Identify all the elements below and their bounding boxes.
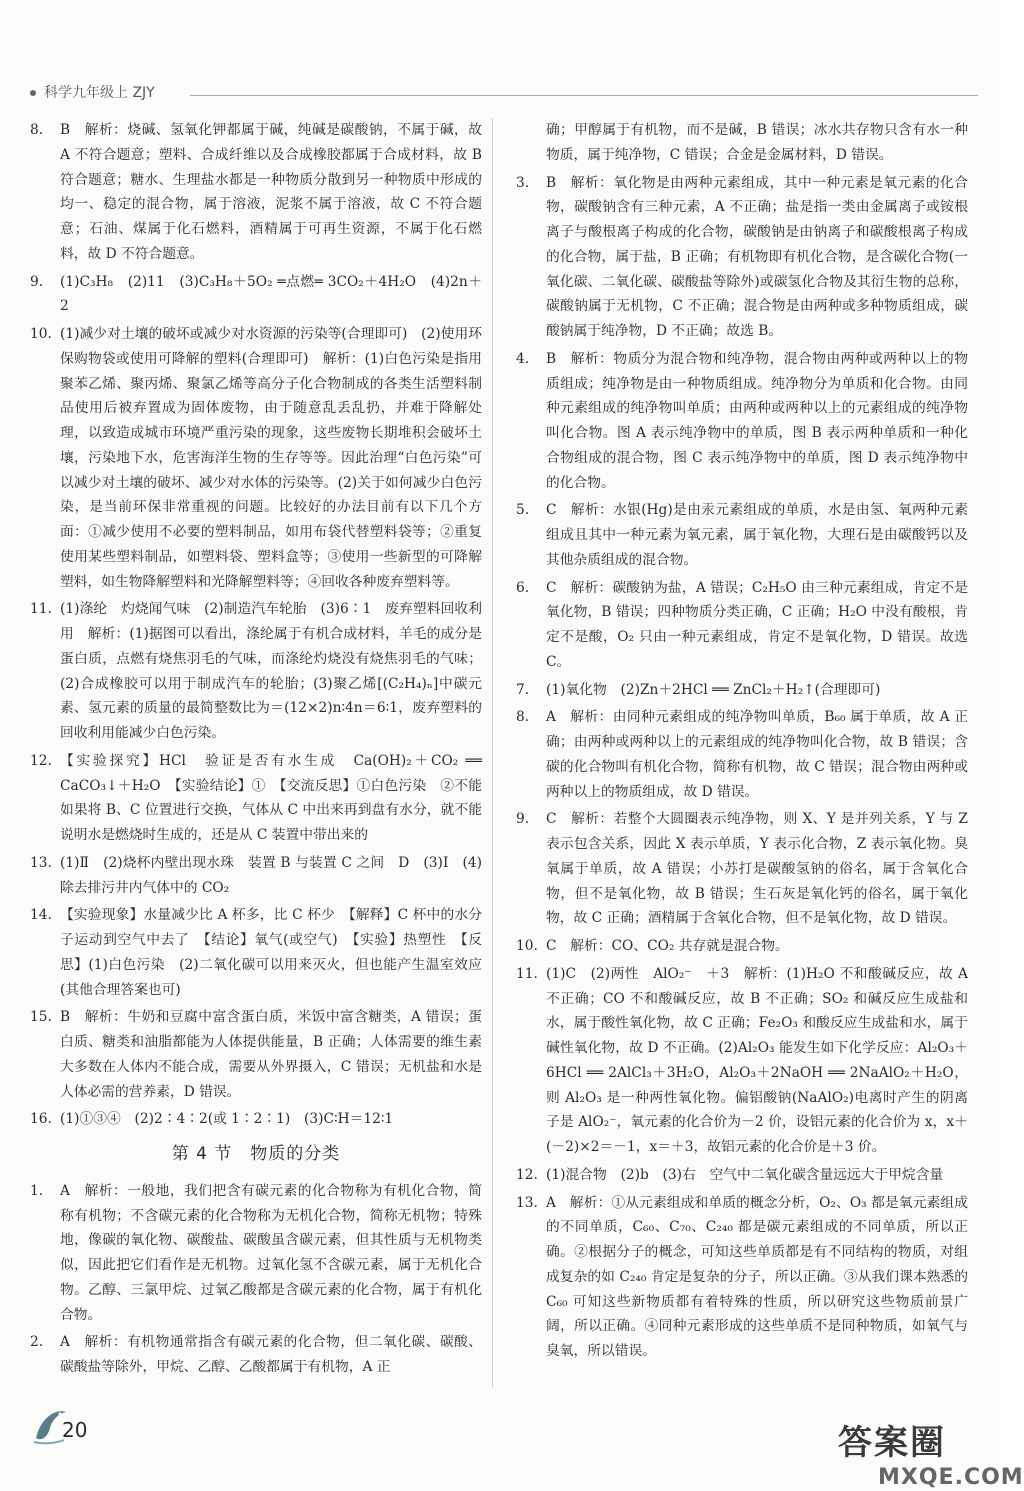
answer-number: 6.: [516, 579, 530, 596]
answer-number: 13.: [30, 854, 52, 871]
answer-number: [516, 118, 546, 168]
answer-item: [516, 498, 968, 572]
answer-number: 8.: [30, 122, 44, 138]
answer-item: [30, 1330, 482, 1380]
answer-text: 【实验现象】水量减少比 A 杯多，比 C 杯少 【解释】C 杯中的水分子运动到空气中去了 【结论】氧气(或空气) 【实验】热塑性 【反思】(1)白色污染 (2)二氧化碳可以用来灭火，但也能产生温室效应(其他合理答案也可): [60, 907, 482, 998]
answer-number: 11.: [30, 601, 52, 618]
answer-item: [30, 903, 482, 1002]
answer-number: 8.: [516, 709, 530, 726]
answer-number: 7.: [516, 681, 530, 698]
answer-text: (1)C₃H₈ (2)11 (3)C₃H₈＋5O₂ ═点燃═ 3CO₂＋4H₂O (4)2n＋2: [60, 273, 482, 315]
answer-item: [30, 1005, 482, 1104]
answer-number: 1.: [30, 1182, 44, 1199]
answer-item: [30, 851, 482, 901]
answer-number: 16.: [30, 1111, 52, 1128]
answer-number: 15.: [30, 1009, 52, 1026]
header-rule: [190, 95, 978, 96]
answer-item: [30, 1179, 482, 1328]
answer-text: (1)混合物 (2)b (3)右 空气中二氧化碳含量远远大于甲烷含量: [546, 1166, 944, 1183]
answer-text: (1)C (2)两性 AlO₂⁻ ＋3 解析：(1)H₂O 不和酸碱反应，故 A 不正确；CO 不和酸碱反应，故 B 不正确；SO₂ 和碱反应生成盐和水，属于酸性氧化物，故 C 正确；Fe₂O₃ 和酸反应生成盐和水，属于碱性氧化物，故 D 不正确。(2)Al₂O₃ 能发生如下化学反应：Al₂O₃＋6HCl ══ 2AlCl₃＋3H₂O，Al₂O₃＋2NaOH ══ 2NaAlO₂＋H₂O，则 Al₂O₃ 是一种两性氧化物。偏铝酸钠(NaAlO₂)电离时产生的阴离子是 AlO₂⁻，氧元素的化合价为－2 价，设铝元素的化合价为 x，x＋(－2)×2＝－1，x＝＋3，故铝元素的化合价是＋3 价。: [546, 965, 968, 1155]
header-title: 科学九年级上 ZJY: [44, 85, 155, 101]
answer-item: [30, 1107, 482, 1132]
watermark-stamp-title: 答案圈: [838, 1423, 946, 1463]
answer-number: 14.: [30, 907, 52, 924]
answer-text: C 解析：碳酸钠为盐，A 错误；C₂H₅O 由三种元素组成，肯定不是氧化物，B 错误；四种物质分类正确，C 正确；H₂O 中没有酸根，肯定不是酸，O₂ 只由一种元素组成，肯定不是氧化物，D 错误。故选 C。: [546, 579, 968, 670]
answer-item: [516, 807, 968, 931]
answer-item: [516, 576, 968, 675]
answer-text: 【实验探究】HCl 验证是否有水生成 Ca(OH)₂＋CO₂ ══ CaCO₃↓＋H₂O 【实验结论】① 【交流反思】①白色污染 ②不能 如果将 B、C 位置进行交换，气体从 C 中出来再到盘有水分，就不能说明水是燃烧时生成的，还是从 C 装置中带出来的: [60, 752, 496, 843]
left-column: [30, 118, 496, 1383]
answer-number: 9.: [30, 273, 44, 290]
answer-item: [516, 1191, 968, 1364]
answer-number: 10.: [30, 326, 52, 342]
answer-text: A 解析：①从元素组成和单质的概念分析，O₂、O₃ 都是氧元素组成的不同单质，C₆₀、C₇₀、C₂₄₀ 都是碳元素组成的不同单质，所以正确。②根据分子的概念，可知这些单质都是有不同结构的物质，对组成复杂的如 C₂₄₀ 肯定是复杂的分子，所以正确。③从我们课本熟悉的 C₆₀ 可知这些新物质都有着特殊的性质，所以研究这些物质前景广阔，所以正确。④同种元素形成的这些单质不是同种物质，如氧气与臭氧，所以错误。: [546, 1194, 968, 1359]
answer-list-right: [516, 118, 968, 1364]
answer-item: [516, 678, 968, 703]
answer-text: B 解析：烧碱、氢氧化钾都属于碱，纯碱是碳酸钠，不属于碱，故 A 不符合题意；塑料、合成纤维以及合成橡胶都属于合成材料，故 B 符合题意；糖水、生理盐水都是一种物质分散到另一种物质中形成的均一、稳定的混合物，属于溶液，泥浆不属于溶液，故 C 不符合题意；石油、煤属于化石燃料，酒精属于可再生资源，不属于化石燃料，故 D 不符合题意。: [60, 122, 482, 262]
answer-item: [30, 118, 482, 267]
answer-text: (1)涤纶 灼烧闻气味 (2)制造汽车轮胎 (3)6∶1 废弃塑料回收利用 解析：(1)据图可以看出，涤纶属于有机合成材料，羊毛的成分是蛋白质，点燃有烧焦羽毛的气味，而涤纶灼烧没有烧焦羽毛的气味；(2)合成橡胶可以用于制成汽车的轮胎；(3)聚乙烯[(C₂H₄)ₙ]中碳元素、氢元素的质量的最简整数比为＝(12×2)n∶4n＝6∶1，废弃塑料的回收利用能减少白色污染。: [60, 601, 482, 741]
page-number: 20: [62, 1418, 88, 1442]
answer-number: 3.: [516, 174, 530, 191]
answer-list-left-section: [30, 1179, 482, 1380]
answer-text: B 解析：牛奶和豆腐中富含蛋白质，米饭中富含糖类，A 错误；蛋白质、糖类和油脂都能为人体提供能量，B 正确；人体需要的维生素大多数在人体内不能合成，需要从外界摄入，C 错误；无机盐和水是人体必需的营养素，D 错误。: [60, 1009, 482, 1100]
section-title: 第 4 节 物质的分类: [171, 1144, 341, 1164]
watermark-stamp-url: MXQE.COM: [878, 1465, 1024, 1490]
answer-text: 确；甲醇属于有机物，而不是碱，B 错误；冰水共存物只含有水一种物质，属于纯净物，C 错误；合金是金属材料，D 错误。: [546, 122, 968, 163]
answer-item: [30, 322, 482, 594]
answer-item: [30, 749, 496, 848]
answer-number: 10.: [516, 938, 538, 954]
answer-text: C 解析：水银(Hg)是由汞元素组成的单质，水是由氢、氧两种元素组成且其中一种元素为氧元素，属于氧化物，大理石是由碳酸钙以及其他杂质组成的混合物。: [546, 502, 968, 568]
answer-text: C 解析：CO、CO₂ 共存就是混合物。: [546, 938, 789, 954]
answer-text: B 解析：氧化物是由两种元素组成，其中一种元素是氧元素的化合物，碳酸钠含有三种元素，A 不正确；盐是指一类由金属离子或铵根离子与酸根离子构成的化合物，碳酸钠是由钠离子和碳酸根离子构成的化合物，属于盐，B 正确；有机物即有机化合物，是含碳化合物(一氧化碳、二氧化碳、碳酸盐等除外)或碳氢化合物及其衍生物的总称，碳酸钠属于无机物，C 不正确；混合物是由两种或多种物质组成，碳酸钠属于纯净物，D 不正确；故选 B。: [546, 174, 968, 339]
answer-text: (1)Ⅱ (2)烧杯内壁出现水珠 装置 B 与装置 C 之间 D (3)Ⅰ (4)除去排污井内气体中的 CO₂: [60, 854, 482, 896]
answer-text: C 解析：若整个大圆圈表示纯净物，则 X、Y 是并列关系，Y 与 Z 表示包含关系，因此 X 表示单质，Y 表示化合物，Z 表示氧化物。臭氧属于单质，故 A 错误；小苏打是碳酸氢钠的俗名，属于含氧化合物，但不是氧化物，故 B 错误；生石灰是氧化钙的俗名，属于氧化物，故 C 正确；酒精属于含氧化合物，但不是氧化物，故 D 错误。: [546, 811, 968, 927]
answer-number: 12.: [30, 752, 52, 769]
answer-item: [516, 962, 968, 1160]
answer-text: A 解析：有机物通常指含有碳元素的化合物，但二氧化碳、碳酸、碳酸盐等除外，甲烷、乙醇、乙酸都属于有机物，A 正: [60, 1334, 482, 1375]
answer-text: A 解析：一般地，我们把含有碳元素的化合物称为有机化合物，简称有机物；不含碳元素的化合物称为无机化合物，简称无机物；特殊地，像碳的氧化物、碳酸盐、碳酸虽含碳元素，但其性质与无机物类似，因此把它们看作是无机物。过氧化氢不含碳元素，属于无机化合物。乙醇、三氯甲烷、过氧乙酸都是含碳元素的化合物，属于有机化合物。: [60, 1182, 482, 1323]
bullet-icon: [30, 90, 36, 96]
answer-item: [516, 705, 968, 804]
answer-text: A 解析：由同种元素组成的纯净物叫单质，B₆₀ 属于单质，故 A 正确；由两种或两种以上的元素组成的纯净物叫化合物，故 B 错误；含碳的化合物叫有机化合物，简称有机物，故 C 错误；混合物由两种或两种以上的物质组成，故 D 错误。: [546, 709, 968, 800]
answer-number: 9.: [516, 811, 530, 828]
answer-item: [516, 1163, 968, 1188]
answer-number: 13.: [516, 1194, 538, 1211]
answer-number: 5.: [516, 502, 530, 519]
answer-text: (1)减少对土壤的破坏或减少对水资源的污染等(合理即可) (2)使用环保购物袋或使用可降解的塑料(合理即可) 解析：(1)白色污染是指用聚苯乙烯、聚丙烯、聚氯乙烯等高分子化合物制成的各类生活塑料制品使用后被弃置成为固体废物，由于随意乱丢乱扔，并难于降解处理，以致造成城市环境严重污染的现象，这些废物长期堆积会破坏土壤，污染地下水，危害海洋生物的生存等等。因此治理“白色污染”可以减少对土壤的破坏、减少对水体的污染等。(2)关于如何减少白色污染，是当前环保非常重视的问题。比较好的办法目前有以下几个方面：①减少使用不必要的塑料制品，如用布袋代替塑料袋等；②重复使用某些塑料制品，如塑料袋、塑料盒等；③使用一些新型的可降解塑料，如生物降解塑料和光降解塑料等；④回收各种废弃塑料等。: [60, 326, 482, 590]
answer-list-left: [30, 118, 496, 1132]
answer-number: 11.: [516, 965, 538, 982]
answer-item: [516, 118, 968, 168]
answer-item: [516, 347, 968, 496]
answer-text: (1)氧化物 (2)Zn＋2HCl ══ ZnCl₂＋H₂↑(合理即可): [546, 681, 881, 698]
running-header: [30, 82, 155, 102]
answer-text: B 解析：物质分为混合物和纯净物，混合物由两种或两种以上的物质组成；纯净物是由一种物质组成。纯净物分为单质和化合物。由同种元素组成的纯净物叫单质；由两种或两种以上的元素组成的纯净物叫化合物。图 A 表示纯净物中的单质，图 B 表示两种单质和一种化合物组成的混合物，图 C 表示纯净物中的单质，图 D 表示纯净物中的化合物。: [546, 350, 968, 491]
right-column: [516, 118, 968, 1367]
answer-text: (1)①③④ (2)2∶4∶2(或 1∶2∶1) (3)C∶H＝12∶1: [60, 1111, 394, 1128]
column-divider: [492, 118, 493, 1388]
answer-item: [30, 597, 482, 746]
answer-number: 2.: [30, 1334, 44, 1351]
answer-number: 4.: [516, 350, 530, 367]
answer-number: 12.: [516, 1166, 538, 1183]
answer-item: [516, 934, 968, 959]
answer-item: [516, 171, 968, 344]
answer-item: [30, 270, 482, 320]
